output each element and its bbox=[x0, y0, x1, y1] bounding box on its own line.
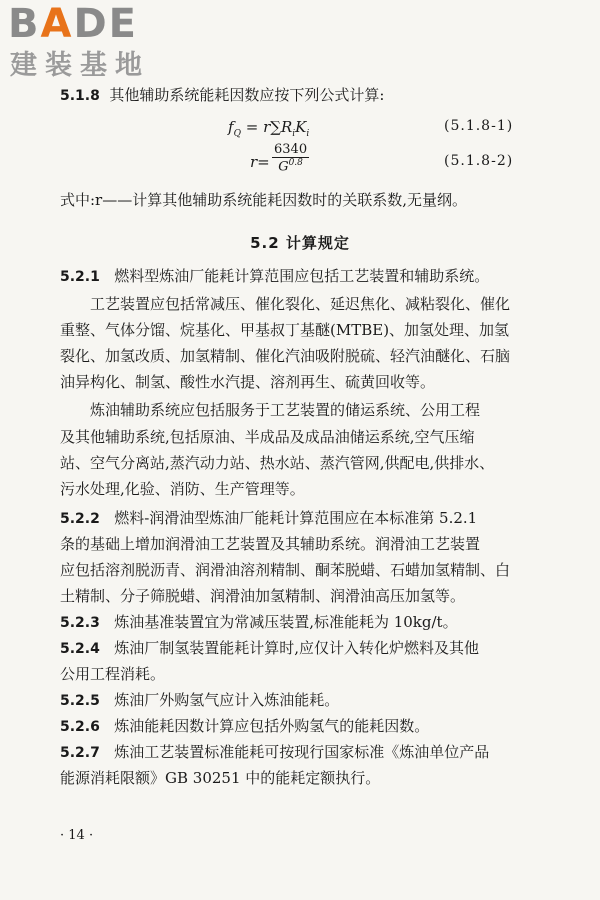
clause-line: 能源消耗限额》GB 30251 中的能耗定额执行。 bbox=[60, 769, 381, 787]
logo-subtitle: 建装基地 bbox=[10, 50, 150, 81]
clause-line: 燃料-润滑油型炼油厂能耗计算范围应在本标准第 5.2.1 bbox=[114, 509, 478, 527]
fraction-denominator: $G^{0.8}$ bbox=[278, 158, 303, 175]
clause-5-2-1 bbox=[60, 266, 489, 287]
clause-line: 条的基础上增加润滑油工艺装置及其辅助系统。润滑油工艺装置 bbox=[60, 535, 481, 553]
formula-5-1-8-2-fraction bbox=[272, 142, 309, 174]
fraction-numerator: 6340 bbox=[274, 142, 308, 157]
clause-line: 炼油辅助系统应包括服务于工艺装置的储运系统、公用工程 bbox=[90, 401, 481, 419]
clause-number: 5.2.2 bbox=[60, 511, 100, 527]
clause-line: 公用工程消耗。 bbox=[60, 665, 166, 683]
clause-line: 炼油工艺装置标准能耗可按现行国家标准《炼油单位产品 bbox=[114, 743, 490, 761]
equation-label-2: (5.1.8-2) bbox=[444, 153, 514, 169]
formula-5-1-8-1: $f_Q = r\sum R_iK_i$ bbox=[228, 118, 310, 139]
clause-number: 5.2.4 bbox=[60, 641, 100, 657]
clause-line: 炼油厂制氢装置能耗计算时,应仅计入转化炉燃料及其他 bbox=[114, 639, 479, 657]
clause-line: 燃料型炼油厂能耗计算范围应包括工艺装置和辅助系统。 bbox=[114, 267, 490, 285]
clause-line: 应包括溶剂脱沥青、润滑油溶剂精制、酮苯脱蜡、石蜡加氢精制、白 bbox=[60, 561, 511, 579]
page-number: · 14 · bbox=[60, 828, 94, 843]
clause-text: 炼油基准装置宜为常减压装置,标准能耗为 10kg/t。 bbox=[114, 613, 458, 631]
clause-5-2-5 bbox=[60, 690, 339, 711]
clause-5-2-7 bbox=[60, 742, 489, 763]
clause-number: 5.1.8 bbox=[60, 88, 100, 104]
clause-line: 工艺装置应包括常减压、催化裂化、延迟焦化、减粘裂化、催化 bbox=[90, 295, 511, 313]
bade-logo bbox=[8, 2, 178, 90]
clause-number: 5.2.7 bbox=[60, 745, 100, 761]
clause-5-2-6 bbox=[60, 716, 429, 737]
clause-5-2-3 bbox=[60, 612, 458, 633]
clause-5-2-2 bbox=[60, 508, 477, 529]
clause-number: 5.2.3 bbox=[60, 615, 100, 631]
clause-line: 重整、气体分馏、烷基化、甲基叔丁基醚(MTBE)、加氢处理、加氢 bbox=[60, 321, 510, 339]
clause-number: 5.2.1 bbox=[60, 269, 100, 285]
clause-line: 油异构化、制氢、酸性水汽提、溶剂再生、硫黄回收等。 bbox=[60, 373, 436, 391]
clause-text: 其他辅助系统能耗因数应按下列公式计算: bbox=[109, 86, 385, 104]
section-title: 5.2 计算规定 bbox=[250, 234, 350, 252]
clause-5-2-4 bbox=[60, 638, 479, 659]
clause-text: 炼油厂外购氢气应计入炼油能耗。 bbox=[114, 691, 340, 709]
equation-label-1: (5.1.8-1) bbox=[444, 118, 514, 134]
clause-line: 站、空气分离站,蒸汽动力站、热水站、蒸汽管网,供配电,供排水、 bbox=[60, 454, 495, 472]
clause-number: 5.2.6 bbox=[60, 719, 100, 735]
clause-5-1-8 bbox=[60, 85, 384, 106]
formula-5-1-8-2-lhs: r= bbox=[250, 153, 270, 171]
clause-line: 污水处理,化验、消防、生产管理等。 bbox=[60, 480, 305, 498]
clause-line: 裂化、加氢改质、加氢精制、催化汽油吸附脱硫、轻汽油醚化、石脑 bbox=[60, 347, 511, 365]
logo-wordmark: BADE bbox=[8, 1, 138, 47]
clause-line: 及其他辅助系统,包括原油、半成品及成品油储运系统,空气压缩 bbox=[60, 428, 475, 446]
clause-line: 土精制、分子筛脱蜡、润滑油加氢精制、润滑油高压加氢等。 bbox=[60, 587, 466, 605]
where-clause: 式中:r——计算其他辅助系统能耗因数时的关联系数,无量纲。 bbox=[60, 191, 467, 209]
clause-text: 炼油能耗因数计算应包括外购氢气的能耗因数。 bbox=[114, 717, 430, 735]
clause-number: 5.2.5 bbox=[60, 693, 100, 709]
